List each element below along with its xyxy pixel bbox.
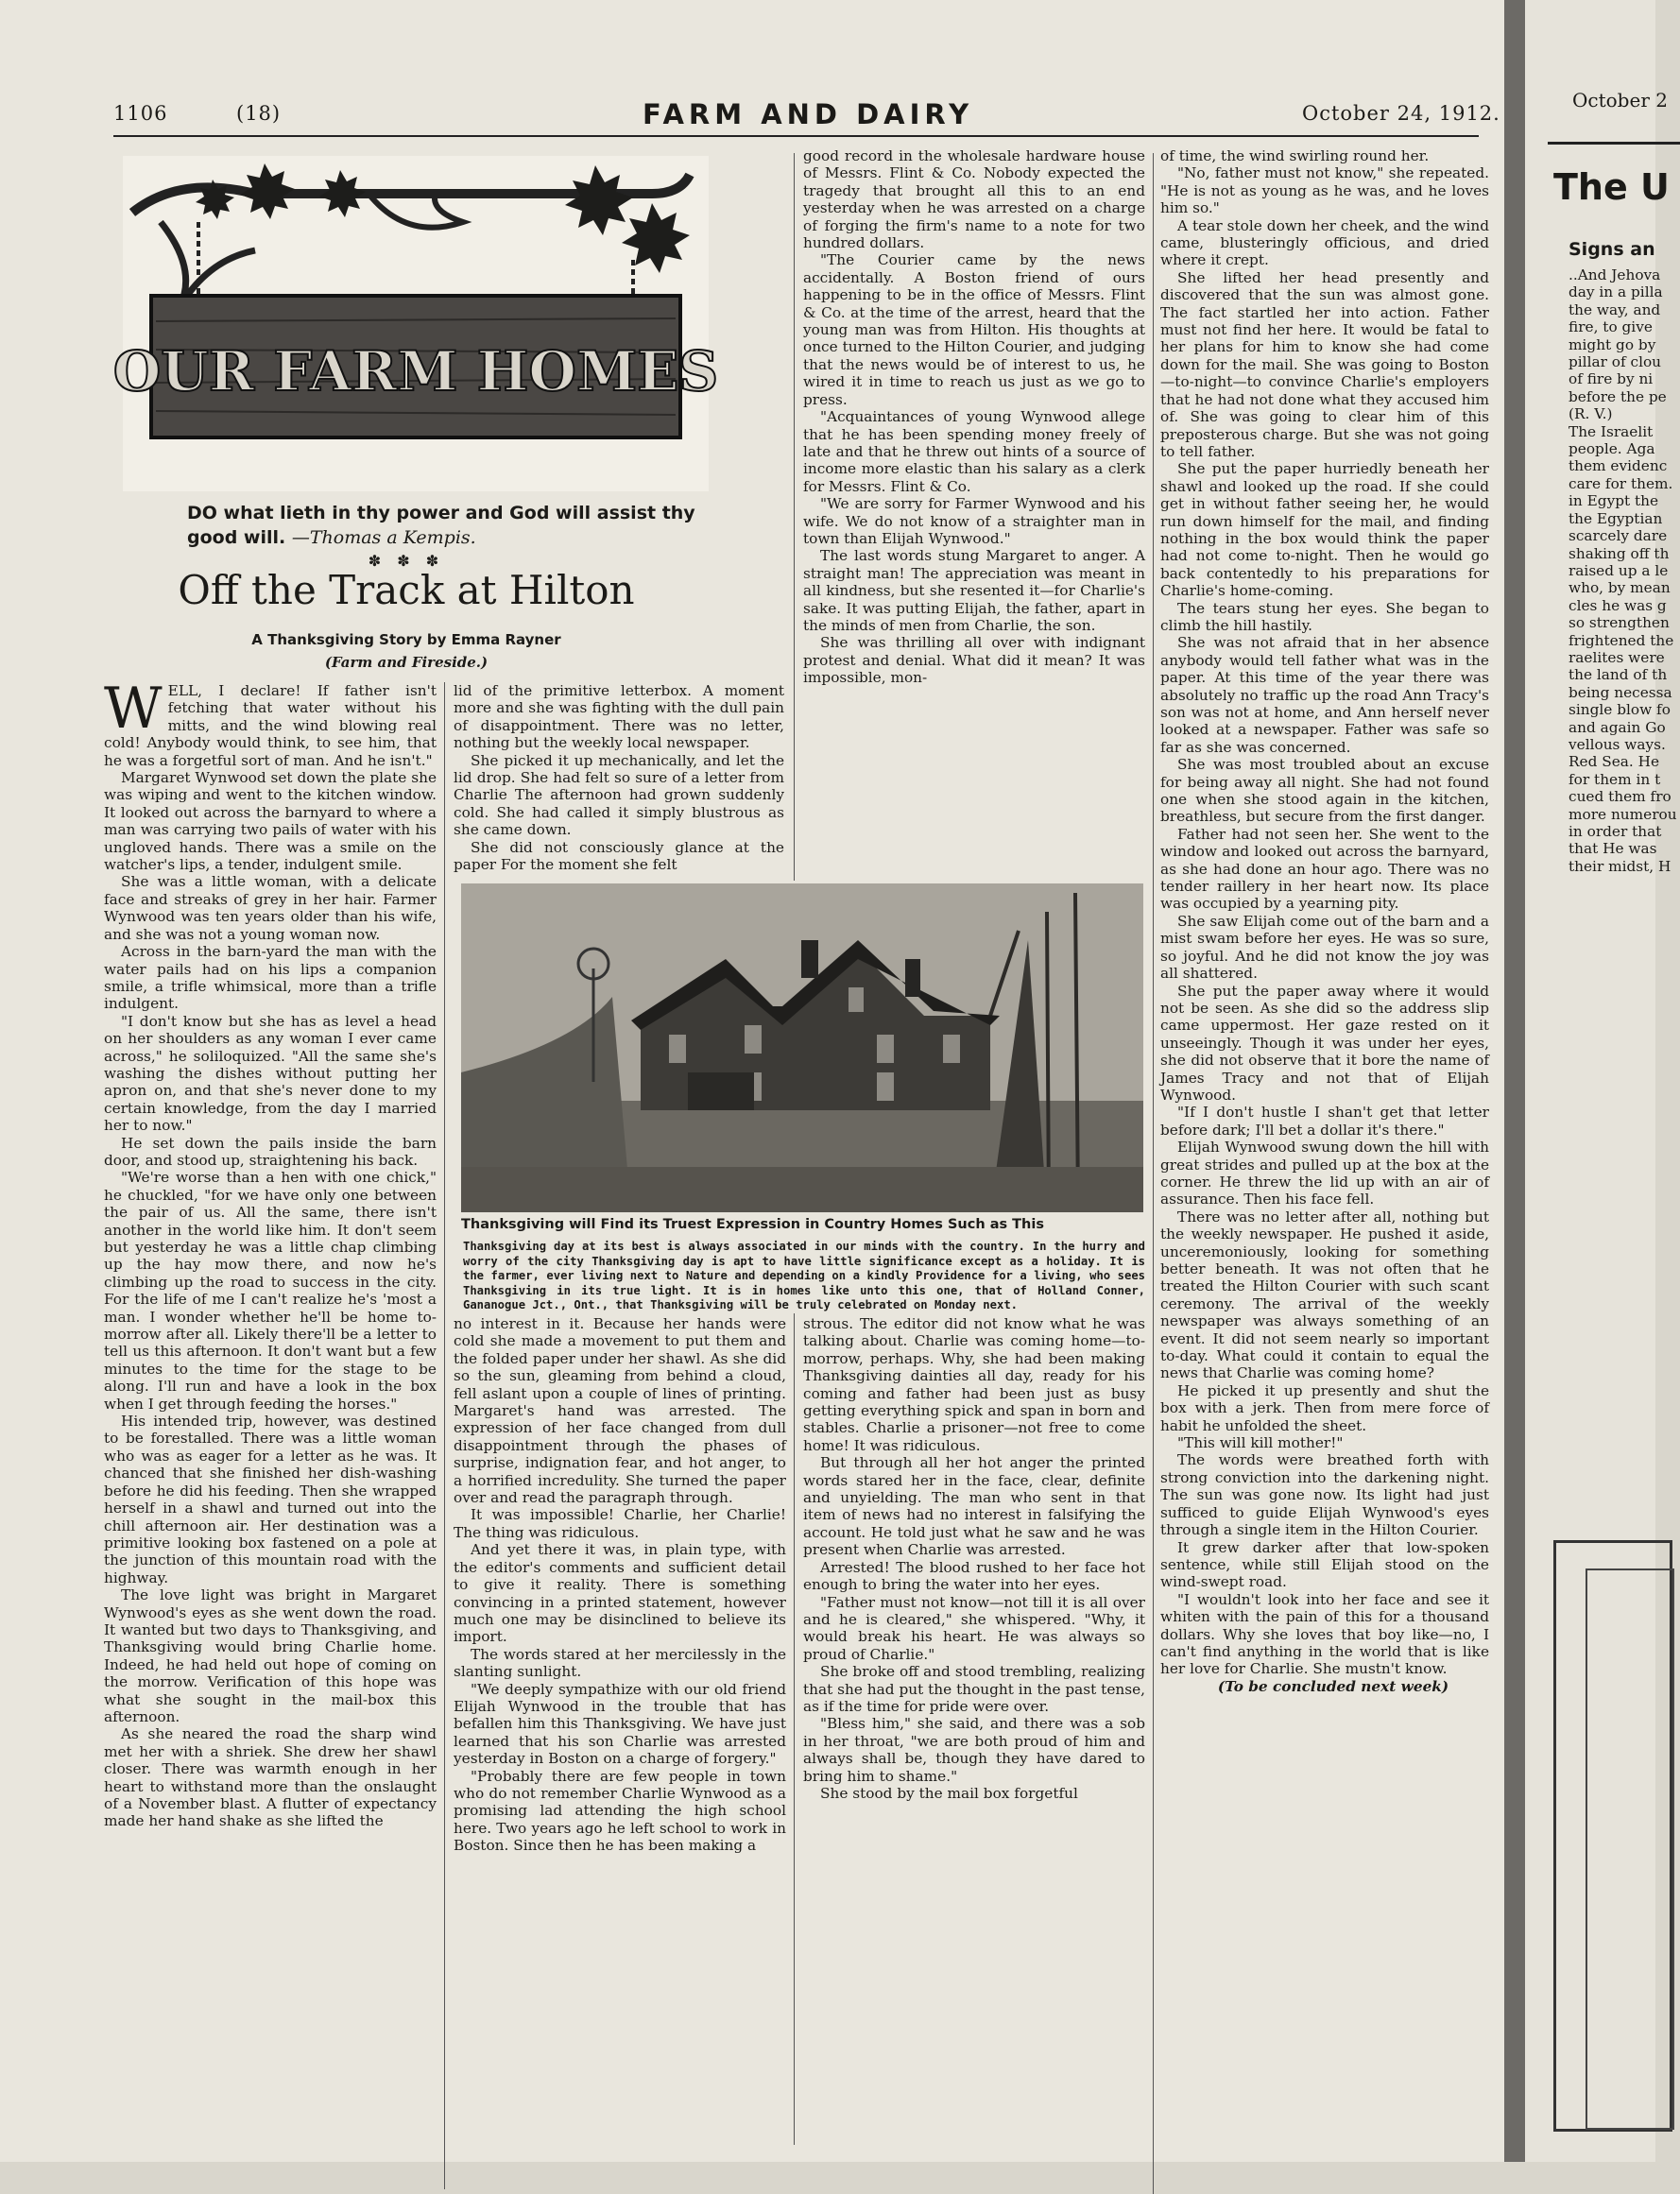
paragraph: "Acquaintances of young Wynwood allege that he has been spending money freely of late and that he threw out hints of a source of income more elastic than his salary as a clerk for Messrs. Flint & Co. xyxy=(803,408,1145,495)
facing-page-line: ..And Jehova xyxy=(1569,266,1661,283)
paragraph: Arrested! The blood rushed to her face hot enough to bring the water into her eyes. xyxy=(803,1558,1145,1594)
facing-page-line: fire, to give xyxy=(1569,318,1653,336)
paragraph: Across in the barn-yard the man with the water pails had on his lips a companion smile, a trifle whimsical, more than a trifle indulgent. xyxy=(104,943,437,1013)
publication-masthead: FARM AND DAIRY xyxy=(643,98,974,130)
paragraph: It grew darker after that low-spoken sentence, while still Elijah stood on the wind-swept road. xyxy=(1160,1538,1489,1591)
facing-page-line: the land of th xyxy=(1569,666,1668,684)
epigraph xyxy=(187,501,726,550)
column-1 xyxy=(104,676,437,2158)
facing-page-line: more numerou xyxy=(1569,805,1677,823)
paragraph: She was not afraid that in her absence anybody would tell father what was in the paper. At this time of the year there was absolutely no traffic up the road Ann Tracy's son was not at home, and Ann herself never looked at a newspaper. Father was safe so far as she was concerned. xyxy=(1160,634,1489,756)
facing-page-line: day in a pilla xyxy=(1569,283,1663,301)
farmhouse-photo xyxy=(461,883,1143,1212)
paragraph: She was most troubled about an excuse for being away all night. She had not found one when she stood again in the kitchen, breathless, but secure from the first danger. xyxy=(1160,756,1489,826)
facing-page-line: Red Sea. He xyxy=(1569,753,1659,771)
facing-page-edge xyxy=(1525,0,1677,2162)
facing-page-line: cles he was g xyxy=(1569,596,1667,614)
column-rule-3 xyxy=(1153,153,1154,2194)
facing-page-line: before the pe xyxy=(1569,387,1667,405)
photo-caption-text: Thanksgiving day at its best is always associated in our minds with the country. In the hurry and worry of the city Thanksgiving day is apt to have little significance except as a holiday. It is the farmer, ever living next to Nature and depending on a kindly Providence for a living, who sees Thanksgiving in its true light. It is in homes like unto this one, that of Holland Conner, Gananogue Jct., Ont., that Thanksgiving will be truly celebrated on Monday next. xyxy=(463,1240,1145,1311)
paragraph: "Probably there are few people in town who do not remember Charlie Wynwood as a promising lad attending the high school here. Two years ago he left school to work in Boston. Since then he has been making a xyxy=(454,1767,786,1855)
paragraph: She saw Elijah come out of the barn and a mist swam before her eyes. He was so sure, so joyful. And he did not know the joy was all shattered. xyxy=(1160,912,1489,983)
paragraph: She lifted her head presently and discovered that the sun was almost gone. The fact startled her into action. Father must not find her here. It would be fatal to her plans for him to know she had come down for the mail. She was going to Boston—to-night—to convince Charlie's employers that he had not done what they accused him of. She was going to clear him of this preposterous charge. But she was not going to tell father. xyxy=(1160,268,1489,460)
paragraph: The words were breathed forth with strong conviction into the darkening night. The sun was gone now. Its light had just sufficed to guide Elijah Wynwood's eyes through a single item in the Hilton Courier. xyxy=(1160,1451,1489,1539)
paragraph: "No, father must not know," she repeated. "He is not as young as he was, and he loves him so." xyxy=(1160,164,1489,217)
paragraph: "I wouldn't look into her face and see it whiten with the pain of this for a thousand dollars. Why she loves that boy like—no, I can't find anything in the world that is like her love for Charlie. She mustn't know. xyxy=(1160,1590,1489,1678)
paragraph: He set down the pails inside the barn door, and stood up, straightening his back. xyxy=(104,1134,437,1169)
paragraph: strous. The editor did not know what he was talking about. Charlie was coming home—to-morrow, perhaps. Why, she had been making Thanksgiving dainties all day, ready for his coming and father had been just as busy getting everything spick and span in born and stables. Charlie a prisoner—not free to come home! It was ridiculous. xyxy=(803,1315,1145,1454)
facing-page-line: cued them fro xyxy=(1569,788,1671,806)
column-rule-2 xyxy=(794,153,795,881)
facing-page-line: single blow fo xyxy=(1569,701,1671,719)
our-farm-homes-banner xyxy=(112,156,719,491)
paragraph: As she neared the road the sharp wind met her with a shriek. She drew her shawl closer. There was warmth enough in her heart to withstand more than the onslaught of a November blast. A flutter of expectancy made her hand shake as she lifted the xyxy=(104,1725,437,1830)
column-3-top xyxy=(803,147,1145,877)
continued-note: (To be concluded next week) xyxy=(1217,1677,1449,1695)
paragraph: She put the paper away where it would not be seen. As she did so the address slip came uppermost. Her gaze rested on it unseeingly. Though it was under her eyes, she did not observe that it bore the name of James Tracy and not that of Elijah Wynwood. xyxy=(1160,982,1489,1104)
paragraph: She broke off and stood trembling, realizing that she had put the thought in the past tense, as if the time for pride were over. xyxy=(803,1663,1145,1715)
paragraph: good record in the wholesale hardware house of Messrs. Flint & Co. Nobody expected the tragedy that brought all this to an end yesterday when he was arrested on a charge of forging the firm's name to a note for two hundred dollars. xyxy=(803,147,1145,252)
facing-page-line: scarcely dare xyxy=(1569,527,1668,545)
facing-page-line: and again Go xyxy=(1569,718,1666,736)
paragraph: She put the paper hurriedly beneath her shawl and looked up the road. If she could get in without father seeing her, he would run down himself for the mail, and finding nothing in the box would think the paper had not come to-night. Then he would go back contentedly to his preparations for Charlie's home-coming. xyxy=(1160,460,1489,600)
paragraph: Elijah Wynwood swung down the hill with great strides and pulled up at the box at the corner. He threw the lid up with an air of assurance. Then his face fell. xyxy=(1160,1139,1489,1208)
story-byline: A Thanksgiving Story by Emma Rayner xyxy=(251,631,561,648)
column-4 xyxy=(1160,147,1489,2141)
facing-page-line: that He was xyxy=(1569,840,1657,858)
facing-page-line: of fire by ni xyxy=(1569,370,1654,388)
facing-page-line: being necessa xyxy=(1569,683,1672,701)
facing-page-advert-inner xyxy=(1586,1568,1674,2130)
facing-page-line: raelites were xyxy=(1569,648,1665,666)
column-rule-1 xyxy=(444,682,445,2189)
paragraph: She was thrilling all over with indignant protest and denial. What did it mean? It was impossible, mon- xyxy=(803,634,1145,687)
paragraph: The words stared at her mercilessly in the slanting sunlight. xyxy=(454,1645,786,1681)
column-2-top xyxy=(454,682,784,877)
facing-page-line: people. Aga xyxy=(1569,440,1655,458)
facing-page-subtitle: Signs an xyxy=(1569,239,1655,260)
facing-page-line: The Israelit xyxy=(1569,422,1654,440)
epigraph-author: —Thomas a Kempis. xyxy=(291,527,476,548)
paragraph: "If I don't hustle I shan't get that letter before dark; I'll bet a dollar it's there." xyxy=(1160,1104,1489,1139)
facing-page-line: frightened the xyxy=(1569,631,1674,649)
paragraph: "Father must not know—not till it is all over and he is cleared," she whispered. "Why, it would break his heart. He was always so proud of Charlie." xyxy=(803,1593,1145,1663)
paragraph: She stood by the mail box forgetful xyxy=(820,1784,1078,1802)
photo-caption-title: Thanksgiving will Find its Truest Expression in Country Homes Such as This xyxy=(461,1217,1044,1232)
paragraph: The last words stung Margaret to anger. A straight man! The appreciation was meant in all kindness, but she resented it—for Charlie's sake. It was putting Elijah, the father, apart in the minds of men from Charlie, the son. xyxy=(803,547,1145,634)
header-rule xyxy=(113,135,1479,137)
facing-page-title: The U xyxy=(1553,166,1670,208)
issue-date: October 24, 1912. xyxy=(1302,102,1500,125)
paragraph: A tear stole down her cheek, and the wind came, blusteringly officious, and dried where it crept. xyxy=(1160,216,1489,269)
paragraph: lid of the primitive letterbox. A moment more and she was fighting with the dull pain of disappointment. There was no letter, nothing but the weekly local newspaper. xyxy=(454,682,784,752)
facing-page-line: who, by mean xyxy=(1569,579,1671,597)
story-title: Off the Track at Hilton xyxy=(178,567,635,613)
paragraph: But through all her hot anger the printed words stared her in the face, clear, definite and unyielding. The man who sent in that item of news had no interest in falsifying the account. He told just what he saw and he was present when Charlie was arrested. xyxy=(803,1454,1145,1559)
paragraph: "Bless him," she said, and there was a sob in her throat, "we are both proud of him and always shall be, though they have dared to bring him to shame." xyxy=(803,1715,1145,1785)
facing-page-line: shaking off th xyxy=(1569,544,1670,562)
paragraph: no interest in it. Because her hands were cold she made a movement to put them and the folded paper under her shawl. As she did so the sun, gleaming from behind a cloud, fell aslant upon a couple of lines of printing. Margaret's hand was arrested. The expression of her face changed from dull disappointment through the phases of surprise, indignation fear, and hot anger, to a horrified incredulity. She turned the paper over and read the paragraph through. xyxy=(454,1315,786,1507)
facing-page-line: pillar of clou xyxy=(1569,353,1662,371)
column-3-bottom xyxy=(803,1315,1145,2156)
paragraph: "I don't know but she has as level a head on her shoulders as any woman I ever came across," he soliloquized. "All the same she's washing the dishes without putting her apron on, and that she's never done to my certain knowledge, from the day I married her to now." xyxy=(104,1012,437,1135)
binding-gutter xyxy=(1504,0,1525,2162)
paragraph: "This will kill mother!" xyxy=(1177,1434,1344,1452)
facing-page-line: the way, and xyxy=(1569,300,1661,318)
paragraph: "We are sorry for Farmer Wynwood and his wife. We do not know of a straighter man in town than Elijah Wynwood." xyxy=(803,495,1145,547)
paragraph: Margaret Wynwood set down the plate she was wiping and went to the kitchen window. It looked out across the barnyard to where a man was carrying two pails of water with his ungloved hands. There was a smile on the watcher's lips, a tender, indulgent smile. xyxy=(104,769,437,874)
facing-page-line: their midst, H xyxy=(1569,857,1671,875)
section-ornament: ✽ ✽ ✽ xyxy=(368,552,445,570)
facing-page-line: the Egyptian xyxy=(1569,509,1663,527)
paragraph: Father had not seen her. She went to the window and looked out across the barnyard, as she had done an hour ago. There was no tender raillery in her heart now. Its place was occupied by a yearning pity. xyxy=(1160,825,1489,913)
paragraph: The love light was bright in Margaret Wynwood's eyes as she went down the road. It wanted but two days to Thanksgiving, and Thanksgiving would bring Charlie home. Indeed, he had held out hope of coming on the morrow. Verification of this hope was what she sought in the mail-box this afternoon. xyxy=(104,1586,437,1725)
paragraph: ELL, I declare! If father isn't fetching that water without his mitts, and the wind blowing real cold! Anybody would think, to see him, that he was a forgetful sort of man. And he isn't." xyxy=(104,682,437,769)
facing-page-line: in Egypt the xyxy=(1569,492,1659,510)
column-rule-4 xyxy=(794,1313,795,2145)
column-2-bottom xyxy=(454,1315,786,2156)
paragraph: It was impossible! Charlie, her Charlie! The thing was ridiculous. xyxy=(454,1506,786,1541)
facing-page-line: in order that xyxy=(1569,823,1662,840)
drop-cap: W xyxy=(104,676,163,742)
facing-page-line: for them in t xyxy=(1569,770,1661,788)
paragraph: And yet there it was, in plain type, with the editor's comments and sufficient detail to give it reality. There is something convincing in a printed statement, however much one may be disinclined to believe its import. xyxy=(454,1541,786,1646)
paragraph: "We deeply sympathize with our old friend Elijah Wynwood in the trouble that has befallen him this Thanksgiving. We have just learned that his son Charlie was arrested yesterday in Boston on a charge of forgery." xyxy=(454,1680,786,1768)
paragraph: He picked it up presently and shut the box with a jerk. Then from mere force of habit he unfolded the sheet. xyxy=(1160,1381,1489,1434)
paragraph: of time, the wind swirling round her. xyxy=(1160,147,1430,164)
facing-page-line: raised up a le xyxy=(1569,561,1669,579)
facing-page-line: them evidenc xyxy=(1569,457,1668,475)
paragraph: She picked it up mechanically, and let the lid drop. She had felt so sure of a letter from Charlie The afternoon had grown suddenly cold. She had called it simply blustrous as she came down. xyxy=(454,751,784,839)
paragraph: "We're worse than a hen with one chick," he chuckled, "for we have only one between the pair of us. All the same, there isn't another in the world like him. It don't seem but yesterday he was a little chap climbing up the hay mow there, and now he's climbing up the road to success in the city. For the life of me I can't realize he's 'most a man. I wonder whether he'll be home to-morrow after all. Likely there'll be a letter to tell us this afternoon. It don't want but a few minutes to the time for the stage to be along. I'll run and have a look in the box when I get through feeding the horses." xyxy=(104,1169,437,1413)
page-number: 1106 xyxy=(113,102,168,125)
paragraph: There was no letter after all, nothing but the weekly newspaper. He pushed it aside, unceremoniously, looking for something better beneath. It was not often that he treated the Hilton Courier with such scant ceremony. The arrival of the weekly newspaper was always something of an event. It did not seem nearly so important to-day. What could it contain to equal the news that Charlie was coming home? xyxy=(1160,1208,1489,1382)
paragraph: She did not consciously glance at the paper For the moment she felt xyxy=(454,838,784,874)
sign-text: OUR FARM HOMES xyxy=(112,339,719,403)
issue-number: (18) xyxy=(236,102,282,125)
facing-page-column xyxy=(1569,266,1677,875)
epigraph-text: DO what lieth in thy power and God will assist thy good will. xyxy=(187,503,695,548)
facing-page-line: might go by xyxy=(1569,335,1656,353)
paragraph: She was a little woman, with a delicate face and streaks of grey in her hair. Farmer Wynwood was ten years older than his wife, and she was not a young woman now. xyxy=(104,873,437,943)
story-source: (Farm and Fireside.) xyxy=(324,654,489,671)
facing-page-date: October 2 xyxy=(1572,89,1668,111)
paragraph: "The Courier came by the news accidentally. A Boston friend of ours happening to be in the office of Messrs. Flint & Co. at the time of the arrest, heard that the young man was from Hilton. His thoughts at once turned to the Hilton Courier, and judging that the news would be of interest to us, he wired it in time to reach us just as we go to press. xyxy=(803,251,1145,408)
facing-page-line: vellous ways. xyxy=(1569,735,1666,753)
facing-page-line: care for them. xyxy=(1569,474,1673,492)
paragraph: His intended trip, however, was destined to be forestalled. There was a little woman who was as eager for a letter as he was. It chanced that she finished her dish-washing before he did his feeding. Then she wrapped herself in a shawl and turned out into the chill afternoon air. Her destination was a primitive looking box fastened on a pole at the junction of this mountain road with the highway. xyxy=(104,1413,437,1586)
facing-page-line: so strengthen xyxy=(1569,614,1670,632)
facing-page-line: (R. V.) xyxy=(1569,405,1613,423)
paragraph: The tears stung her eyes. She began to climb the hill hastily. xyxy=(1160,599,1489,634)
